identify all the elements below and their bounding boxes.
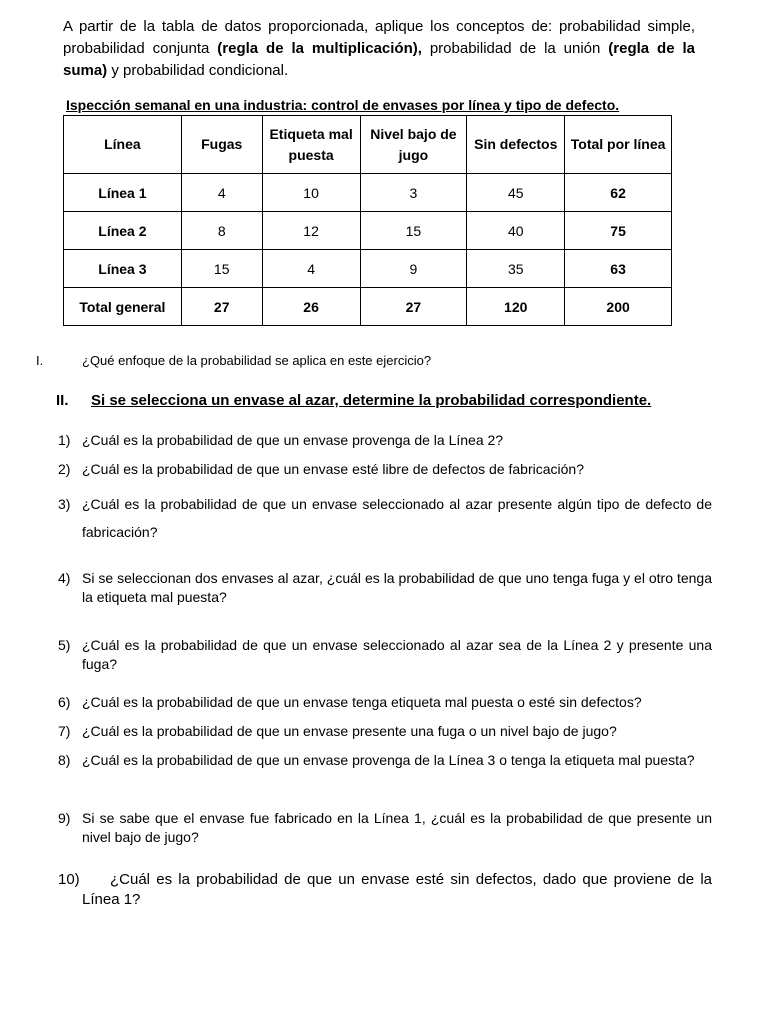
question-text: ¿Cuál es la probabilidad de que un envase tenga etiqueta mal puesta o esté sin defectos? [82,694,642,710]
table-cell: Línea 3 [64,250,182,288]
table-cell: 200 [565,288,672,326]
question-text: ¿Cuál es la probabilidad de que un envase seleccionado al azar presente algún tipo de defecto de fabricación? [82,496,712,540]
header-total-linea: Total por línea [565,116,672,174]
table-row [64,174,672,212]
question-number: 6) [58,694,71,710]
table-cell: 63 [565,250,672,288]
question-text: ¿Cuál es la probabilidad de que un envase esté sin defectos, dado que proviene de la Línea 1? [82,871,712,908]
data-table [63,115,672,326]
table-cell: Línea 2 [64,212,182,250]
table-cell: 120 [467,288,565,326]
question-number: 7) [58,723,71,739]
question-text: ¿Cuál es la probabilidad de que un envase provenga de la Línea 2? [82,432,504,448]
table-cell: 12 [262,212,360,250]
table-cell: 8 [181,212,262,250]
section-text: ¿Qué enfoque de la probabilidad se aplica en este ejercicio? [82,353,432,368]
question-text: ¿Cuál es la probabilidad de que un envase presente una fuga o un nivel bajo de jugo? [82,723,617,739]
question-text: ¿Cuál es la probabilidad de que un envase seleccionado al azar sea de la Línea 2 y presente una fuga? [82,637,712,672]
table-row [64,250,672,288]
question-text: Si se seleccionan dos envases al azar, ¿cuál es la probabilidad de que uno tenga fuga y el otro tenga la etiqueta mal puesta? [82,570,712,605]
intro-text-3: y probabilidad condicional. [107,62,289,79]
intro-bold-multiplication: (regla de la multiplicación), [217,40,422,57]
section-text: Si se selecciona un envase al azar, determine la probabilidad correspondiente. [91,392,652,409]
table-cell: Total general [64,288,182,326]
question-text: ¿Cuál es la probabilidad de que un envase provenga de la Línea 3 o tenga la etiqueta mal puesta? [82,752,695,768]
question-number: 5) [58,637,71,653]
table-cell: 4 [181,174,262,212]
question-number: 8) [58,752,71,768]
question-text: ¿Cuál es la probabilidad de que un envase esté libre de defectos de fabricación? [82,461,584,477]
table-cell: 4 [262,250,360,288]
table-cell: 9 [360,250,467,288]
table-cell: 26 [262,288,360,326]
table-cell: 40 [467,212,565,250]
question-number: 3) [58,496,71,512]
table-cell: 35 [467,250,565,288]
table-cell: 15 [181,250,262,288]
question-number: 2) [58,461,71,477]
table-cell: 3 [360,174,467,212]
question-text: Si se sabe que el envase fue fabricado en la Línea 1, ¿cuál es la probabilidad de que presente un nivel bajo de jugo? [82,810,712,845]
table-cell: 45 [467,174,565,212]
table-header-row [64,116,672,174]
header-linea: Línea [64,116,182,174]
intro-bold-sum: (regla de la suma) [63,40,695,79]
table-title: Ispección semanal en una industria: control de envases por línea y tipo de defecto. [66,97,620,113]
table-cell: Línea 1 [64,174,182,212]
header-etiqueta: Etiqueta mal puesta [262,116,360,174]
question-number: 10) [58,871,80,888]
header-sin-defectos: Sin defectos [467,116,565,174]
question-number: 1) [58,432,71,448]
table-total-row [64,288,672,326]
header-fugas: Fugas [181,116,262,174]
table-cell: 27 [181,288,262,326]
table-cell: 27 [360,288,467,326]
table-cell: 15 [360,212,467,250]
table-cell: 62 [565,174,672,212]
section-number: I. [36,353,44,368]
table-cell: 10 [262,174,360,212]
table-cell: 75 [565,212,672,250]
header-nivel-bajo: Nivel bajo de jugo [360,116,467,174]
question-number: 4) [58,570,71,586]
table-row [64,212,672,250]
section-number: II. [56,392,69,409]
intro-text-1: A partir de la tabla de datos proporcionada, aplique los conceptos de: probabilidad simple, probabilidad conjunta [63,18,695,57]
intro-text-2: probabilidad de la unión [421,40,609,57]
intro-paragraph [63,16,695,82]
question-number: 9) [58,810,71,826]
